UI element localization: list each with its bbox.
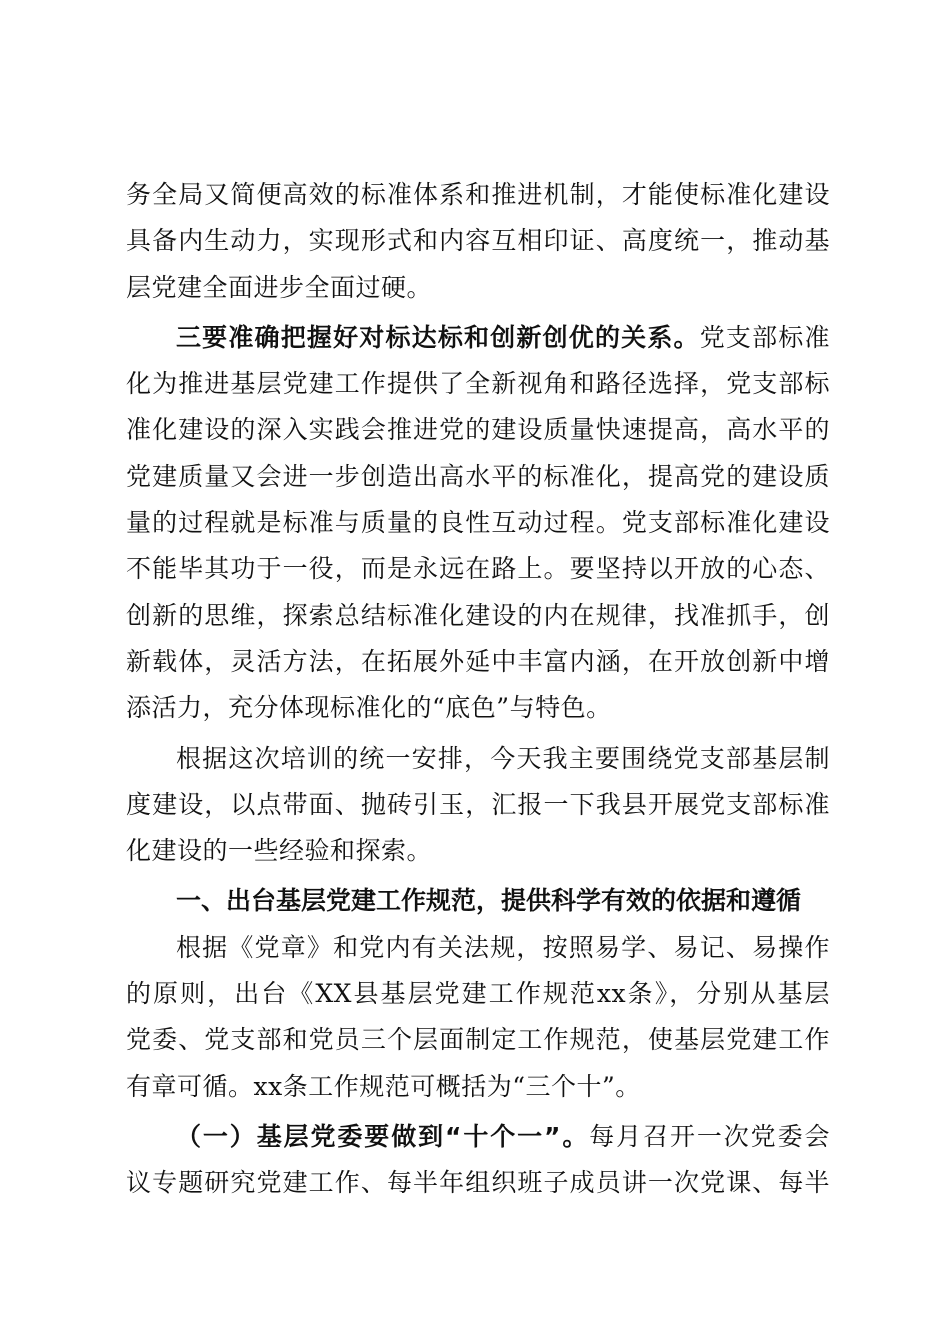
- paragraph-line: [126, 315, 830, 361]
- document-body: [126, 172, 830, 1207]
- paragraph-line: 根据这次培训的统一安排，今天我主要围绕党支部基层制: [176, 743, 830, 773]
- paragraph-line: 化为推进基层党建工作提供了全新视角和路径选择，党支部标: [126, 369, 830, 399]
- paragraph-line: 量的过程就是标准与质量的良性互动过程。党支部标准化建设: [126, 508, 830, 538]
- paragraph-line: 化建设的一些经验和探索。: [126, 836, 433, 866]
- paragraph-line: 层党建全面进步全面过硬。: [126, 272, 433, 302]
- paragraph-line: 添活力，充分体现标准化的“底色”与特色。: [126, 693, 612, 723]
- paragraph-text: 每月召开一次党委会: [589, 1121, 830, 1151]
- paragraph-line: 的原则，出台《XX县基层党建工作规范xx条》，分别从基层: [126, 979, 830, 1009]
- paragraph-line: 准化建设的深入实践会推进党的建设质量快速提高，高水平的: [126, 415, 830, 445]
- paragraph-line: 党委、党支部和党员三个层面制定工作规范，使基层党建工作: [126, 1025, 830, 1055]
- paragraph-line: 党建质量又会进一步创造出高水平的标准化，提高党的建设质: [126, 461, 830, 491]
- paragraph-line: 具备内生动力，实现形式和内容互相印证、高度统一，推动基: [126, 226, 830, 256]
- section-heading: 一、出台基层党建工作规范，提供科学有效的依据和遵循: [176, 886, 802, 916]
- paragraph-heading: 三要准确把握好对标达标和创新创优的关系。: [176, 322, 700, 352]
- paragraph-line: 有章可循。xx条工作规范可概括为“三个十”。: [126, 1071, 641, 1101]
- paragraph-line: 务全局又简便高效的标准体系和推进机制，才能使标准化建设: [126, 180, 830, 209]
- paragraph-line: 度建设，以点带面、抛砖引玉，汇报一下我县开展党支部标准: [126, 789, 830, 819]
- paragraph-heading: （一）基层党委要做到“十个一”。: [176, 1121, 590, 1151]
- paragraph-line: 议专题研究党建工作、每半年组织班子成员讲一次党课、每半: [126, 1168, 830, 1198]
- paragraph-line: [126, 1114, 830, 1160]
- paragraph-text: 党支部标准: [699, 322, 830, 352]
- paragraph-line: 新载体，灵活方法，在拓展外延中丰富内涵，在开放创新中增: [126, 646, 830, 676]
- paragraph-line: 创新的思维，探索总结标准化建设的内在规律，找准抓手，创: [126, 600, 830, 630]
- paragraph-line: 根据《党章》和党内有关法规，按照易学、易记、易操作: [176, 932, 830, 962]
- paragraph-line: 不能毕其功于一役，而是永远在路上。要坚持以开放的心态、: [126, 554, 830, 584]
